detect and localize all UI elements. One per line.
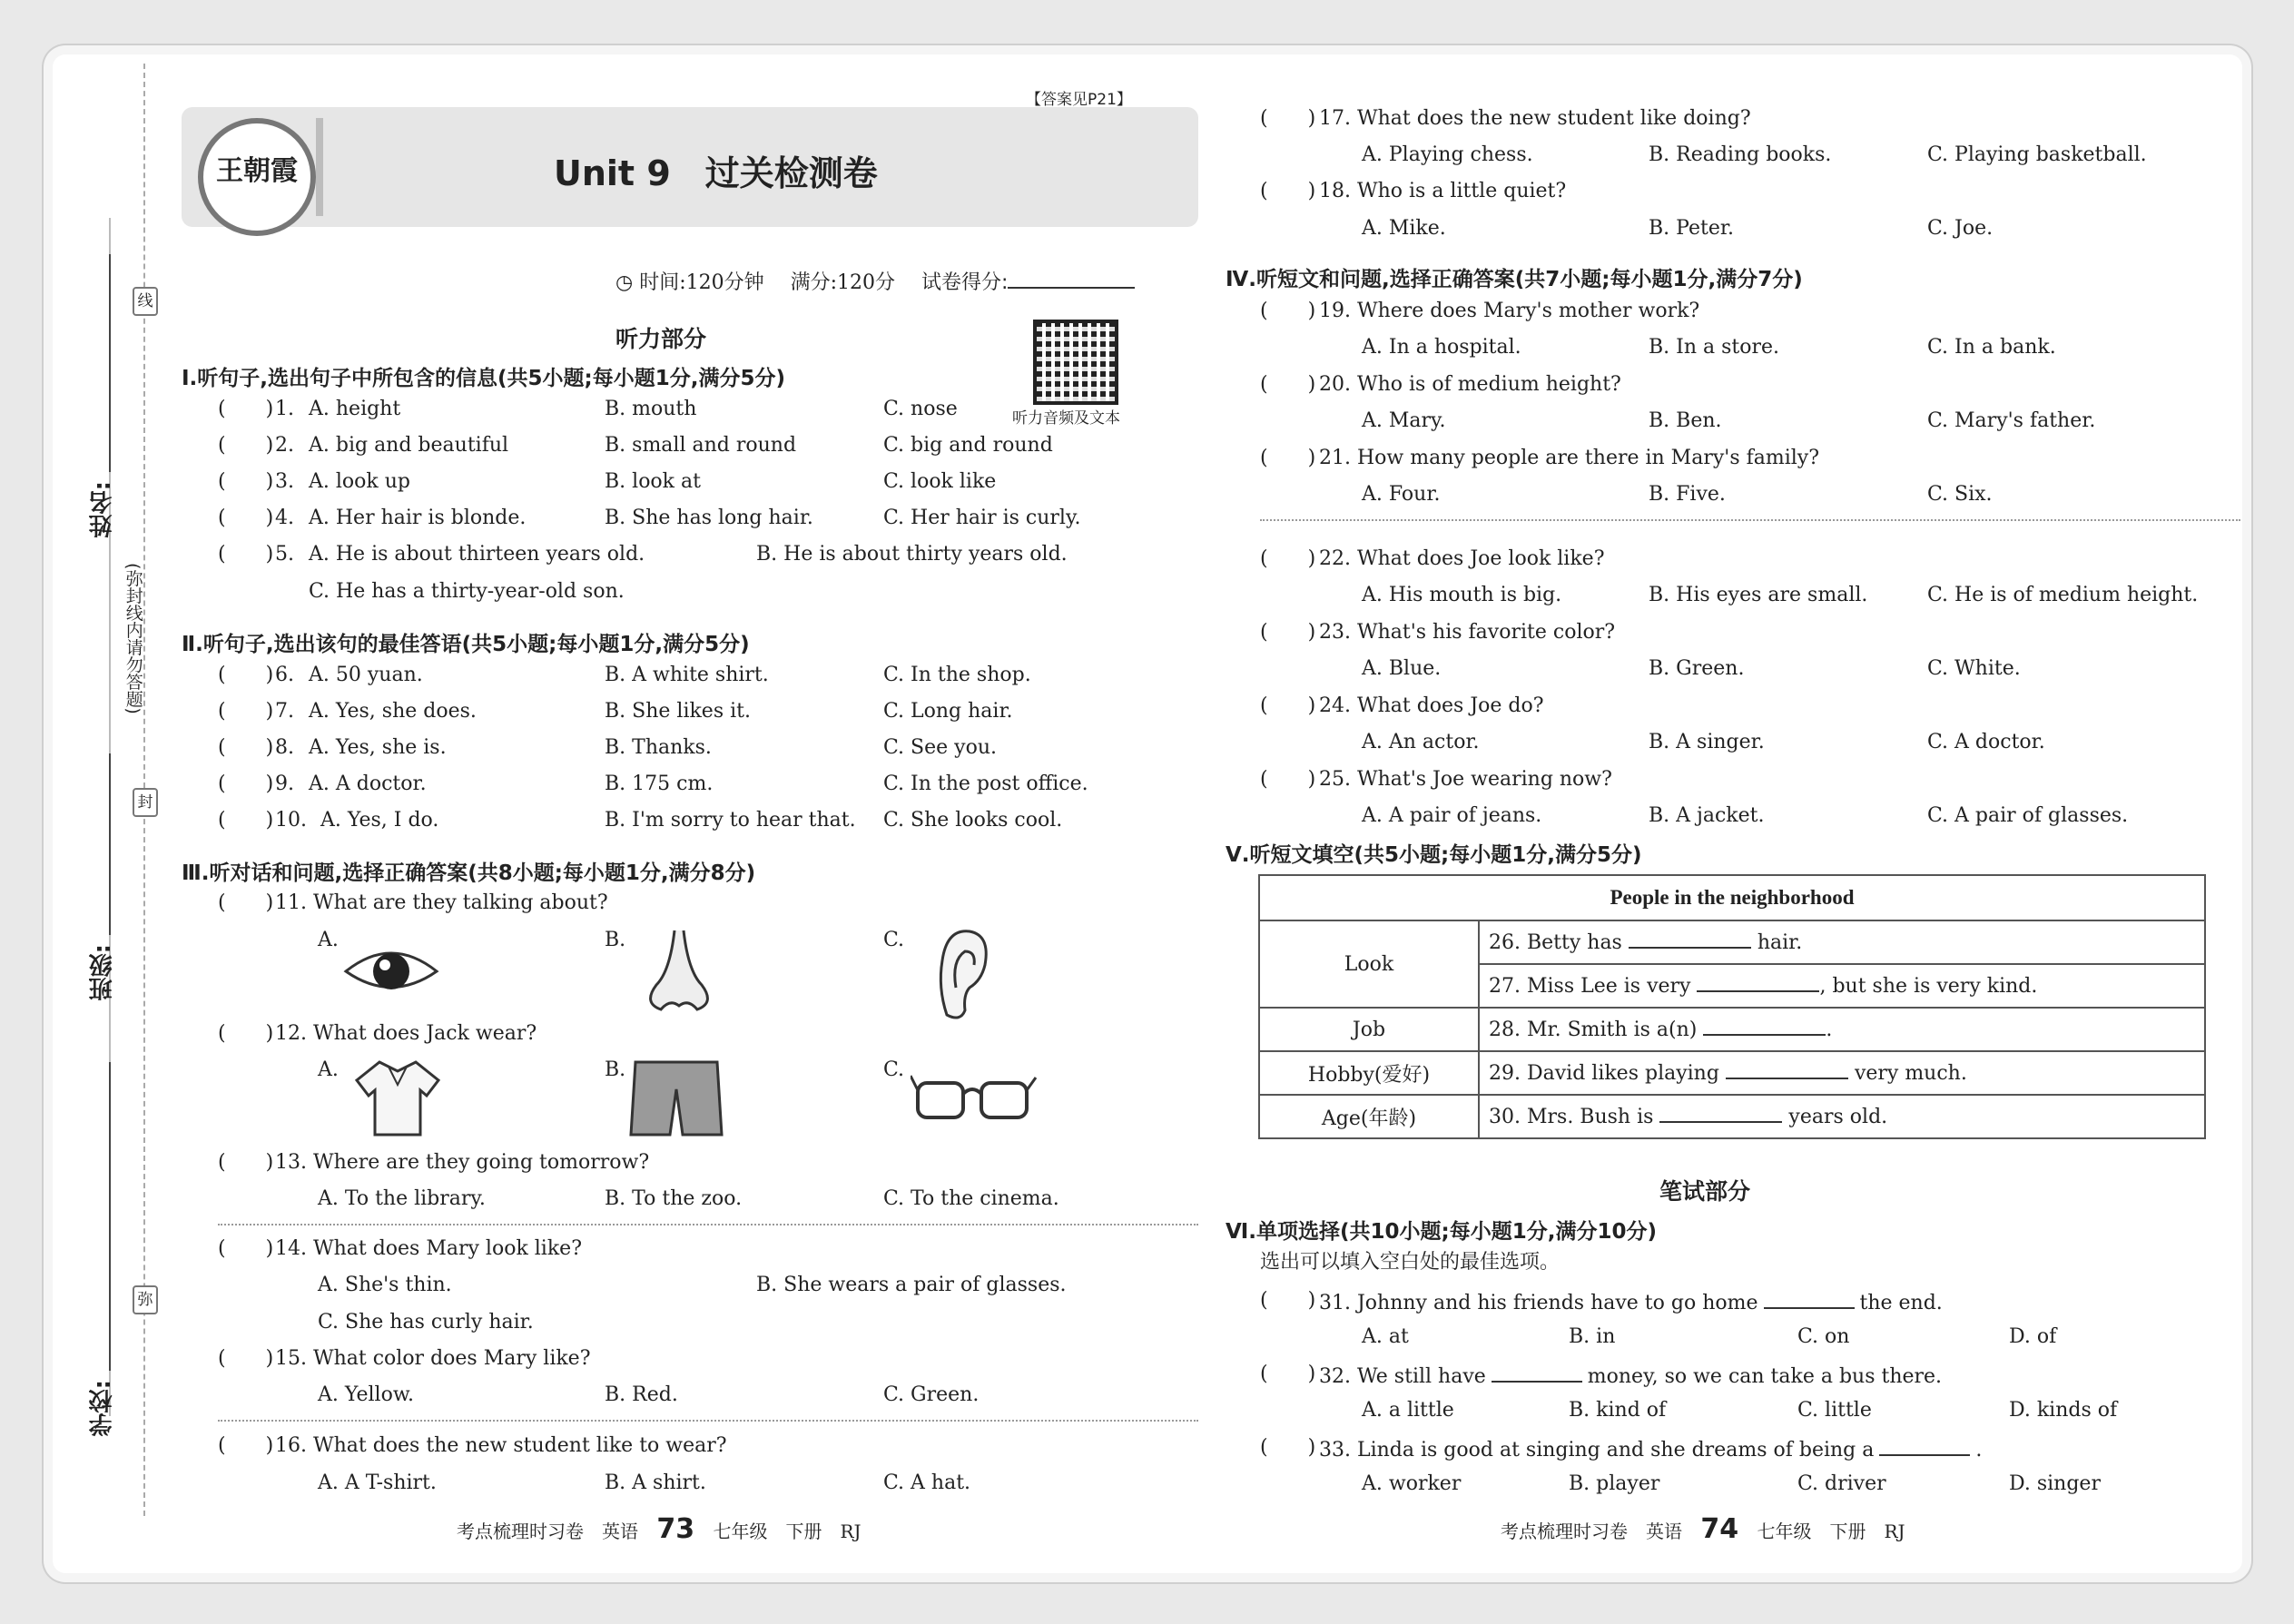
footer-right [1501,1513,1905,1545]
q4-paren[interactable]: ( ) [218,507,274,529]
q9-number: 9. [275,773,294,795]
score-field[interactable] [1008,271,1135,289]
logo-text: 王朝霞 [216,155,298,187]
q30-blank[interactable] [1659,1105,1782,1123]
q2-option-c[interactable]: C. big and round [883,434,1053,457]
q24-paren[interactable]: ( ) [1260,694,1316,717]
footer-left-pre: 考点梳理时习卷 英语 [457,1521,638,1542]
q11-question: 11. What are they talking about? [275,891,608,914]
section-6-instruction: 选出可以填入空白处的最佳选项。 [1260,1251,1561,1274]
clock-icon: ◷ [615,271,634,294]
q9-option-c[interactable]: C. In the post office. [883,773,1088,795]
q23-option-c[interactable]: C. White. [1927,657,2021,680]
q25-option-a[interactable]: A. A pair of jeans. [1362,804,1542,827]
q18-option-c[interactable]: C. Joe. [1927,217,1994,240]
q11-label-c: C. [883,929,905,951]
q2-option-b[interactable]: B. small and round [605,434,797,457]
q5-paren[interactable]: ( ) [218,543,274,566]
q10-number: 10. [275,809,307,832]
q13-paren[interactable]: ( ) [218,1151,274,1174]
q1-option-a: 1. [275,398,294,420]
score-label: 试卷得分: [921,271,1009,294]
q31-option-d[interactable]: D. of [2009,1325,2057,1348]
q24-question: 24. What does Joe do? [1319,694,1544,717]
q33-paren[interactable]: ( ) [1260,1436,1316,1459]
qr-caption: 听力音频及文本 [1012,409,1120,428]
q12-label-c: C. [883,1058,905,1081]
q8-number: 8. [275,736,294,759]
q10-option-b[interactable]: B. I'm sorry to hear that. [605,809,856,832]
q32-text: 32. We still have [1319,1365,1486,1388]
q18-option-b[interactable]: B. Peter. [1649,217,1734,240]
answer-reference: 【答案见P21】 [1026,91,1132,109]
q12-label-b: B. [605,1058,626,1081]
table-header-row [1259,875,2205,920]
q17-option-a[interactable]: A. Playing chess. [1362,143,1533,166]
q18-paren[interactable]: ( ) [1260,180,1316,202]
logo-divider [316,118,323,216]
q32-option-d[interactable]: D. kinds of [2009,1399,2118,1422]
q29-blank[interactable] [1726,1061,1848,1079]
school-field[interactable] [109,1062,111,1371]
q8-option-a[interactable]: A. Yes, she is. [309,736,447,759]
q12-question: 12. What does Jack wear? [275,1022,537,1045]
q33-question [1319,1438,1982,1461]
q24-option-c[interactable]: C. A doctor. [1927,731,2045,753]
q15-option-c[interactable]: C. Green. [883,1383,980,1406]
divider-21-22 [1260,519,2240,521]
q16-paren[interactable]: ( ) [218,1434,274,1457]
binding-char-feng: 封 [133,788,158,817]
q5-option-a[interactable]: A. He is about thirteen years old. [309,543,645,566]
q7-paren[interactable]: ( ) [218,700,274,723]
table-row [1259,920,2205,964]
q27-blank[interactable] [1697,974,1819,992]
q23-option-b[interactable]: B. Green. [1649,657,1745,680]
q28-text: 28. Mr. Smith is a(n) [1489,1019,1698,1041]
q11-label-b: B. [605,929,626,951]
q30-text: 30. Mrs. Bush is [1489,1106,1654,1128]
q7-number: 7. [275,700,294,723]
q14-option-a[interactable]: A. She's thin. [318,1274,452,1296]
q20-option-c[interactable]: C. Mary's father. [1927,409,2096,432]
q22-option-b[interactable]: B. His eyes are small. [1649,584,1868,606]
q30-post: years old. [1788,1106,1888,1128]
q17-option-c[interactable]: C. Playing basketball. [1927,143,2147,166]
q16-option-b[interactable]: B. A shirt. [605,1471,706,1494]
q32-blank[interactable] [1492,1364,1582,1383]
q9-paren[interactable]: ( ) [218,773,274,795]
q31-text: 31. Johnny and his friends have to go home [1319,1292,1758,1314]
nose-icon[interactable] [643,926,715,1017]
q26-blank[interactable] [1629,930,1751,949]
q22-option-a[interactable]: A. His mouth is big. [1362,584,1562,606]
q21-paren[interactable]: ( ) [1260,447,1316,469]
q10-option-c[interactable]: C. She looks cool. [883,809,1063,832]
footer-right-post: 七年级 下册 RJ [1757,1521,1905,1542]
q33-option-a[interactable]: A. worker [1362,1472,1462,1495]
q33-blank[interactable] [1879,1438,1970,1456]
row-label-job: Job [1259,1008,1479,1051]
divider-15-16 [218,1420,1198,1422]
q23-option-a[interactable]: A. Blue. [1362,657,1442,680]
q13-option-b[interactable]: B. To the zoo. [605,1187,743,1210]
q19-option-c[interactable]: C. In a bank. [1927,336,2056,359]
q32-paren[interactable]: ( ) [1260,1363,1316,1385]
footer-left-post: 七年级 下册 RJ [713,1521,861,1542]
q10-option-a[interactable]: A. Yes, I do. [320,809,439,832]
q31-option-c[interactable]: C. on [1797,1325,1850,1348]
writing-title: 笔试部分 [1659,1178,1751,1205]
q29-text: 29. David likes playing [1489,1062,1719,1085]
footer-left [457,1513,861,1545]
q28-post: . [1826,1019,1833,1041]
q24-option-b[interactable]: B. A singer. [1649,731,1765,753]
q3-paren[interactable]: ( ) [218,470,274,493]
neighborhood-table [1258,874,2206,1139]
q27-text: 27. Miss Lee is very [1489,975,1691,998]
q31-post: the end. [1859,1292,1943,1314]
q20-option-a[interactable]: A. Mary. [1362,409,1446,432]
q25-paren[interactable]: ( ) [1260,768,1316,791]
q6-number: 6. [275,664,294,686]
q2-option-a[interactable]: A. big and beautiful [309,434,509,457]
glasses-icon[interactable] [911,1067,1038,1130]
binding-char-mi: 弥 [133,1285,158,1314]
q21-option-c[interactable]: C. Six. [1927,483,1993,506]
q21-option-a[interactable]: A. Four. [1362,483,1441,506]
q23-question: 23. What's his favorite color? [1319,621,1616,644]
q19-option-a[interactable]: A. In a hospital. [1362,336,1521,359]
q5-option-b[interactable]: B. He is about thirty years old. [756,543,1068,566]
row-29 [1479,1051,2205,1095]
q11-paren[interactable]: ( ) [218,891,274,914]
name-label: 姓名: [89,481,116,538]
q25-option-c[interactable]: C. A pair of glasses. [1927,804,2129,827]
q25-option-b[interactable]: B. A jacket. [1649,804,1765,827]
q27-post: , but she is very kind. [1819,975,2038,998]
q33-text: 33. Linda is good at singing and she dreams of being a [1319,1439,1875,1462]
q12-paren[interactable]: ( ) [218,1022,274,1045]
q3-option-a: 3. [275,470,294,493]
row-label-hobby: Hobby(爱好) [1259,1051,1479,1095]
q6-option-a[interactable]: A. 50 yuan. [309,664,423,686]
q15-question: 15. What color does Mary like? [275,1347,591,1370]
q19-option-b[interactable]: B. In a store. [1649,336,1780,359]
q1-option-b[interactable]: B. mouth [605,398,697,420]
q31-option-a[interactable]: A. at [1362,1325,1409,1348]
row-30 [1479,1095,2205,1138]
q2-option-a: 2. [275,434,294,457]
q23-paren[interactable]: ( ) [1260,621,1316,644]
q18-question: 18. Who is a little quiet? [1319,180,1567,202]
q1-paren[interactable]: ( ) [218,398,274,420]
q13-option-a[interactable]: A. To the library. [318,1187,486,1210]
page-number-left: 73 [656,1513,695,1545]
q21-option-b[interactable]: B. Five. [1649,483,1726,506]
q20-option-b[interactable]: B. Ben. [1649,409,1722,432]
section-1-header: Ⅰ.听句子,选出句子中所包含的信息(共5小题;每小题1分,满分5分) [182,367,786,390]
q3-option-b[interactable]: B. look at [605,470,701,493]
q9-option-a[interactable]: A. A doctor. [309,773,427,795]
q22-question: 22. What does Joe look like? [1319,547,1605,570]
q19-question: 19. Where does Mary's mother work? [1319,300,1700,322]
q14-paren[interactable]: ( ) [218,1237,274,1260]
q33-option-d[interactable]: D. singer [2009,1472,2101,1495]
q31-paren[interactable]: ( ) [1260,1289,1316,1312]
full-score: 满分:120分 [790,271,896,294]
qr-code-overlay [1037,323,1115,401]
q33-option-c[interactable]: C. driver [1797,1472,1886,1495]
page-title: Unit 9 过关检测卷 [554,153,878,193]
q1-option-c[interactable]: C. nose [883,398,958,420]
class-field[interactable] [109,753,111,935]
q5-option-c[interactable]: C. He has a thirty-year-old son. [309,580,625,603]
q16-option-c[interactable]: C. A hat. [883,1471,971,1494]
q14-option-b[interactable]: B. She wears a pair of glasses. [756,1274,1067,1296]
table-row [1259,1051,2205,1095]
section-3-header: Ⅲ.听对话和问题,选择正确答案(共8小题;每小题1分,满分8分) [182,861,756,885]
q5-number: 5. [275,543,294,566]
q24-option-a[interactable]: A. An actor. [1362,731,1480,753]
exam-sheet [53,54,2242,1573]
table-title: People in the neighborhood [1259,875,2205,920]
q21-question: 21. How many people are there in Mary's family? [1319,447,1820,469]
section-5-header: Ⅴ.听短文填空(共5小题;每小题1分,满分5分) [1226,843,1642,867]
q26-text: 26. Betty has [1489,931,1622,954]
q29-post: very much. [1854,1062,1967,1085]
q2-paren[interactable]: ( ) [218,434,274,457]
logo-badge [198,118,316,236]
q3-option-c[interactable]: C. look like [883,470,997,493]
q1-option-a[interactable]: A. height [309,398,401,420]
q14-question: 14. What does Mary look like? [275,1237,582,1260]
name-field[interactable] [109,254,111,472]
q31-option-b[interactable]: B. in [1569,1325,1616,1348]
row-label-look: Look [1259,920,1479,1008]
q16-question: 16. What does the new student like to wear? [275,1434,727,1457]
row-28 [1479,1008,2205,1051]
q33-post: . [1975,1439,1983,1462]
q6-option-c[interactable]: C. In the shop. [883,664,1031,686]
exam-info [615,271,1135,293]
q22-paren[interactable]: ( ) [1260,547,1316,570]
q9-option-b[interactable]: B. 175 cm. [605,773,714,795]
q26-post: hair. [1757,931,1803,954]
q3-option-a[interactable]: A. look up [309,470,410,493]
q19-paren[interactable]: ( ) [1260,300,1316,322]
listening-title: 听力部分 [615,326,707,352]
q15-option-b[interactable]: B. Red. [605,1383,678,1406]
q17-option-b[interactable]: B. Reading books. [1649,143,1832,166]
section-6-header: Ⅵ.单项选择(共10小题;每小题1分,满分10分) [1226,1220,1657,1244]
q16-option-a[interactable]: A. A T-shirt. [318,1471,437,1494]
binding-char-xian: 线 [133,287,158,316]
q14-option-c[interactable]: C. She has curly hair. [318,1311,534,1334]
q22-option-c[interactable]: C. He is of medium height. [1927,584,2199,606]
class-label: 班级: [89,944,116,1001]
q31-question [1319,1291,1943,1314]
footer-right-pre: 考点梳理时习卷 英语 [1501,1521,1682,1542]
q32-question [1319,1364,1942,1387]
school-label: 学校: [89,1380,116,1437]
q17-question: 17. What does the new student like doing? [1319,107,1751,130]
row-26 [1479,920,2205,964]
q4-option-a[interactable]: A. Her hair is blonde. [309,507,527,529]
q32-option-b[interactable]: B. kind of [1569,1399,1667,1422]
section-2-header: Ⅱ.听句子,选出该句的最佳答语(共5小题;每小题1分,满分5分) [182,633,750,656]
q25-question: 25. What's Joe wearing now? [1319,768,1612,791]
q7-option-b[interactable]: B. She likes it. [605,700,751,723]
section-4-header: Ⅳ.听短文和问题,选择正确答案(共7小题;每小题1分,满分7分) [1226,268,1803,291]
q7-option-c[interactable]: C. Long hair. [883,700,1013,723]
q18-option-a[interactable]: A. Mike. [1362,217,1446,240]
ear-icon[interactable] [929,924,992,1024]
t-shirt-icon[interactable] [352,1058,443,1139]
q4-option-c[interactable]: C. Her hair is curly. [883,507,1081,529]
q7-option-a[interactable]: A. Yes, she does. [309,700,477,723]
q8-option-b[interactable]: B. Thanks. [605,736,712,759]
eye-icon[interactable] [341,940,441,1003]
q13-option-c[interactable]: C. To the cinema. [883,1187,1059,1210]
q32-post: money, so we can take a bus there. [1587,1365,1943,1388]
q15-option-a[interactable]: A. Yellow. [318,1383,415,1406]
q32-option-a[interactable]: A. a little [1362,1399,1454,1422]
q6-option-b[interactable]: B. A white shirt. [605,664,769,686]
q33-option-b[interactable]: B. player [1569,1472,1660,1495]
q20-paren[interactable]: ( ) [1260,373,1316,396]
q10-paren[interactable]: ( ) [218,809,274,832]
divider-13-14 [218,1224,1198,1225]
row-label-age: Age(年龄) [1259,1095,1479,1138]
q31-blank[interactable] [1764,1291,1855,1309]
shorts-icon[interactable] [626,1058,726,1139]
q13-question: 13. Where are they going tomorrow? [275,1151,650,1174]
q4-option-b[interactable]: B. She has long hair. [605,507,813,529]
q15-paren[interactable]: ( ) [218,1347,274,1370]
q6-paren[interactable]: ( ) [218,664,274,686]
q8-paren[interactable]: ( ) [218,736,274,759]
page-number-right: 74 [1700,1513,1739,1545]
q28-blank[interactable] [1703,1018,1826,1036]
q17-paren[interactable]: ( ) [1260,107,1316,130]
table-row [1259,1095,2205,1138]
q11-label-a: A. [318,929,339,951]
notice-text: (弥封线内请勿答题) [123,563,143,714]
q32-option-c[interactable]: C. little [1797,1399,1872,1422]
q12-label-a: A. [318,1058,339,1081]
time-limit: 时间:120分钟 [639,271,764,294]
q20-question: 20. Who is of medium height? [1319,373,1621,396]
table-row [1259,1008,2205,1051]
q4-option-a: 4. [275,507,294,529]
row-27 [1479,964,2205,1008]
q8-option-c[interactable]: C. See you. [883,736,997,759]
